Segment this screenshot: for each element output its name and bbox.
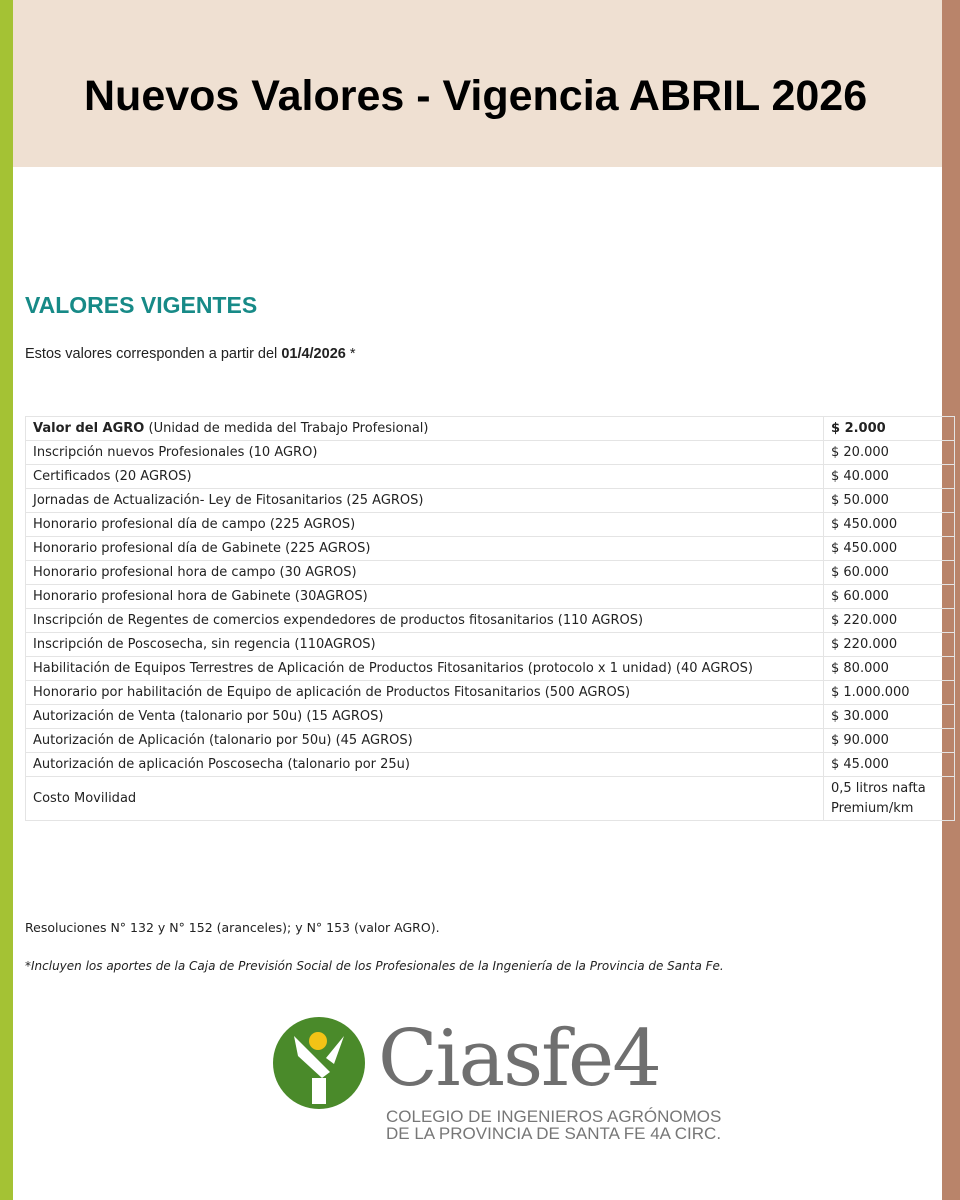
row-label: Honorario profesional día de Gabinete (225 AGROS)	[26, 537, 824, 561]
section-title: VALORES VIGENTES	[25, 292, 258, 318]
table-row	[26, 537, 955, 561]
table-row	[26, 441, 955, 465]
intro-text	[25, 346, 356, 362]
resolutions-text: Resoluciones N° 132 y N° 152 (aranceles); y N° 153 (valor AGRO).	[25, 920, 440, 935]
row-value	[824, 417, 955, 441]
table-row	[26, 657, 955, 681]
row-label: Honorario profesional día de campo (225 AGROS)	[26, 513, 824, 537]
row-label: Inscripción de Poscosecha, sin regencia (110AGROS)	[26, 633, 824, 657]
table-row	[26, 609, 955, 633]
row-label: Autorización de Venta (talonario por 50u) (15 AGROS)	[26, 705, 824, 729]
header-banner	[13, 0, 942, 167]
intro-label: Estos valores corresponden a partir del	[25, 346, 282, 362]
ciasfe-logo-icon	[272, 1016, 368, 1112]
row-label: Autorización de aplicación Poscosecha (talonario por 25u)	[26, 753, 824, 777]
table-row	[26, 705, 955, 729]
table-row	[26, 561, 955, 585]
table-row	[26, 753, 955, 777]
table-row	[26, 585, 955, 609]
row-label	[26, 417, 824, 441]
row-label: Honorario profesional hora de Gabinete (30AGROS)	[26, 585, 824, 609]
brand-subtitle	[386, 1108, 721, 1142]
page-title: Nuevos Valores - Vigencia ABRIL 2026	[84, 72, 868, 120]
row-value: $ 220.000	[824, 609, 955, 633]
row-value: $ 450.000	[824, 537, 955, 561]
row-value: $ 40.000	[824, 465, 955, 489]
subtitle-line2: DE LA PROVINCIA DE SANTA FE 4A CIRC.	[386, 1124, 722, 1143]
row-label: Inscripción nuevos Profesionales (10 AGRO)	[26, 441, 824, 465]
effective-date: 01/4/2026	[281, 346, 346, 362]
row-value	[824, 777, 955, 821]
row-value: $ 90.000	[824, 729, 955, 753]
table-row	[26, 489, 955, 513]
value-line2: Premium/km	[831, 800, 914, 816]
row-label: Habilitación de Equipos Terrestres de Aplicación de Productos Fitosanitarios (protocolo x 1 unidad) (40 AGROS)	[26, 657, 824, 681]
row-label: Autorización de Aplicación (talonario por 50u) (45 AGROS)	[26, 729, 824, 753]
footnote: *Incluyen los aportes de la Caja de Previsión Social de los Profesionales de la Ingeniería de la Provincia de Santa Fe.	[25, 959, 724, 973]
values-table	[25, 416, 955, 821]
table-row	[26, 777, 955, 821]
brand-name: Ciasfe4	[378, 1014, 660, 1104]
row-label: Honorario profesional hora de campo (30 AGROS)	[26, 561, 824, 585]
table-row	[26, 681, 955, 705]
table-row	[26, 465, 955, 489]
row-label: Honorario por habilitación de Equipo de aplicación de Productos Fitosanitarios (500 AGROS)	[26, 681, 824, 705]
table-row	[26, 729, 955, 753]
agro-label: Valor del AGRO	[33, 421, 145, 436]
value-line1: 0,5 litros nafta	[831, 780, 926, 796]
row-value: $ 450.000	[824, 513, 955, 537]
row-value: $ 30.000	[824, 705, 955, 729]
agro-desc: (Unidad de medida del Trabajo Profesional)	[144, 421, 429, 436]
left-accent-bar	[0, 0, 13, 1200]
row-value: $ 220.000	[824, 633, 955, 657]
row-label: Jornadas de Actualización- Ley de Fitosanitarios (25 AGROS)	[26, 489, 824, 513]
row-value: $ 50.000	[824, 489, 955, 513]
table-row	[26, 633, 955, 657]
row-value: $ 60.000	[824, 561, 955, 585]
row-value: $ 80.000	[824, 657, 955, 681]
asterisk: *	[345, 346, 356, 362]
row-label: Inscripción de Regentes de comercios expendedores de productos fitosanitarios (110 AGROS)	[26, 609, 824, 633]
row-value: $ 20.000	[824, 441, 955, 465]
table-row	[26, 513, 955, 537]
row-label: Certificados (20 AGROS)	[26, 465, 824, 489]
subtitle-line1: COLEGIO DE INGENIEROS AGRÓNOMOS	[386, 1107, 722, 1126]
row-value: $ 60.000	[824, 585, 955, 609]
row-label: Costo Movilidad	[26, 777, 824, 821]
table-row	[26, 417, 955, 441]
agro-value: $ 2.000	[831, 421, 886, 436]
row-value: $ 45.000	[824, 753, 955, 777]
row-value: $ 1.000.000	[824, 681, 955, 705]
